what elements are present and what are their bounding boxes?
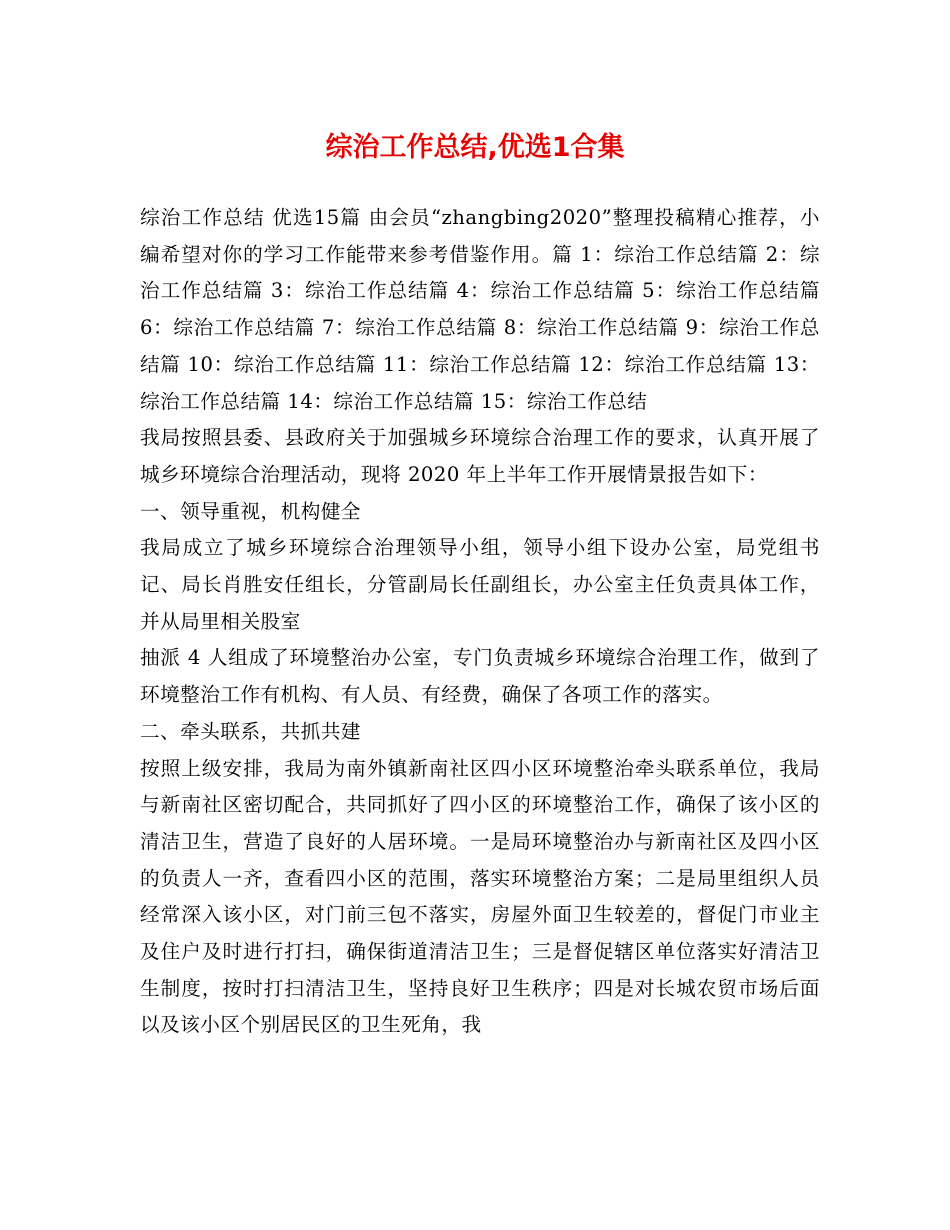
paragraph-leadership: 我局成立了城乡环境综合治理领导小组，领导小组下设办公室，局党组书记、局长肖胜安任组长，分管副局长任副组长，办公室主任负责具体工作，并从局里相关股室 [140,536,820,633]
paragraph-liaison: 按照上级安排，我局为南外镇新南社区四小区环境整治牵头联系单位，我局与新南社区密切配合，共同抓好了四小区的环境整治工作，确保了该小区的清洁卫生，营造了良好的人居环境。一是局环境整治办与新南社区及四小区的负责人一齐，查看四小区的范围，落实环境整治方案；二是局里组织人员经常深入该小区，对门前三包不落实，房屋外面卫生较差的，督促门市业主及住户及时进行打扫，确保街道清洁卫生；三是督促辖区单位落实好清洁卫生制度，按时打扫清洁卫生，坚持良好卫生秩序；四是对长城农贸市场后面以及该小区个别居民区的卫生死角，我 [140,756,820,1037]
document-body [140,200,820,1044]
paragraph-intro: 综治工作总结 优选15篇 由会员“zhangbing2020”整理投稿精心推荐，小编希望对你的学习工作能带来参考借鉴作用。篇 1：综治工作总结篇 2：综治工作总结篇 3：综治工作总结篇 4：综治工作总结篇 5：综治工作总结篇 6：综治工作总结篇 7：综治工作总结篇 8：综治工作总结篇 9：综治工作总结篇 10：综治工作总结篇 11：综治工作总结篇 12：综治工作总结篇 13：综治工作总结篇 14：综治工作总结篇 15：综治工作总结 [140,206,820,413]
document-title: 综治工作总结,优选1合集 [325,132,625,163]
paragraph-overview: 我局按照县委、县政府关于加强城乡环境综合治理工作的要求，认真开展了城乡环境综合治理活动，现将 2020 年上半年工作开展情景报告如下： [140,426,820,486]
section-heading-1: 一、领导重视，机构健全 [140,499,362,523]
paragraph-office: 抽派 4 人组成了环境整治办公室，专门负责城乡环境综合治理工作，做到了环境整治工作有机构、有人员、有经费，确保了各项工作的落实。 [140,646,820,707]
section-heading-2: 二、牵头联系，共抓共建 [140,719,362,743]
